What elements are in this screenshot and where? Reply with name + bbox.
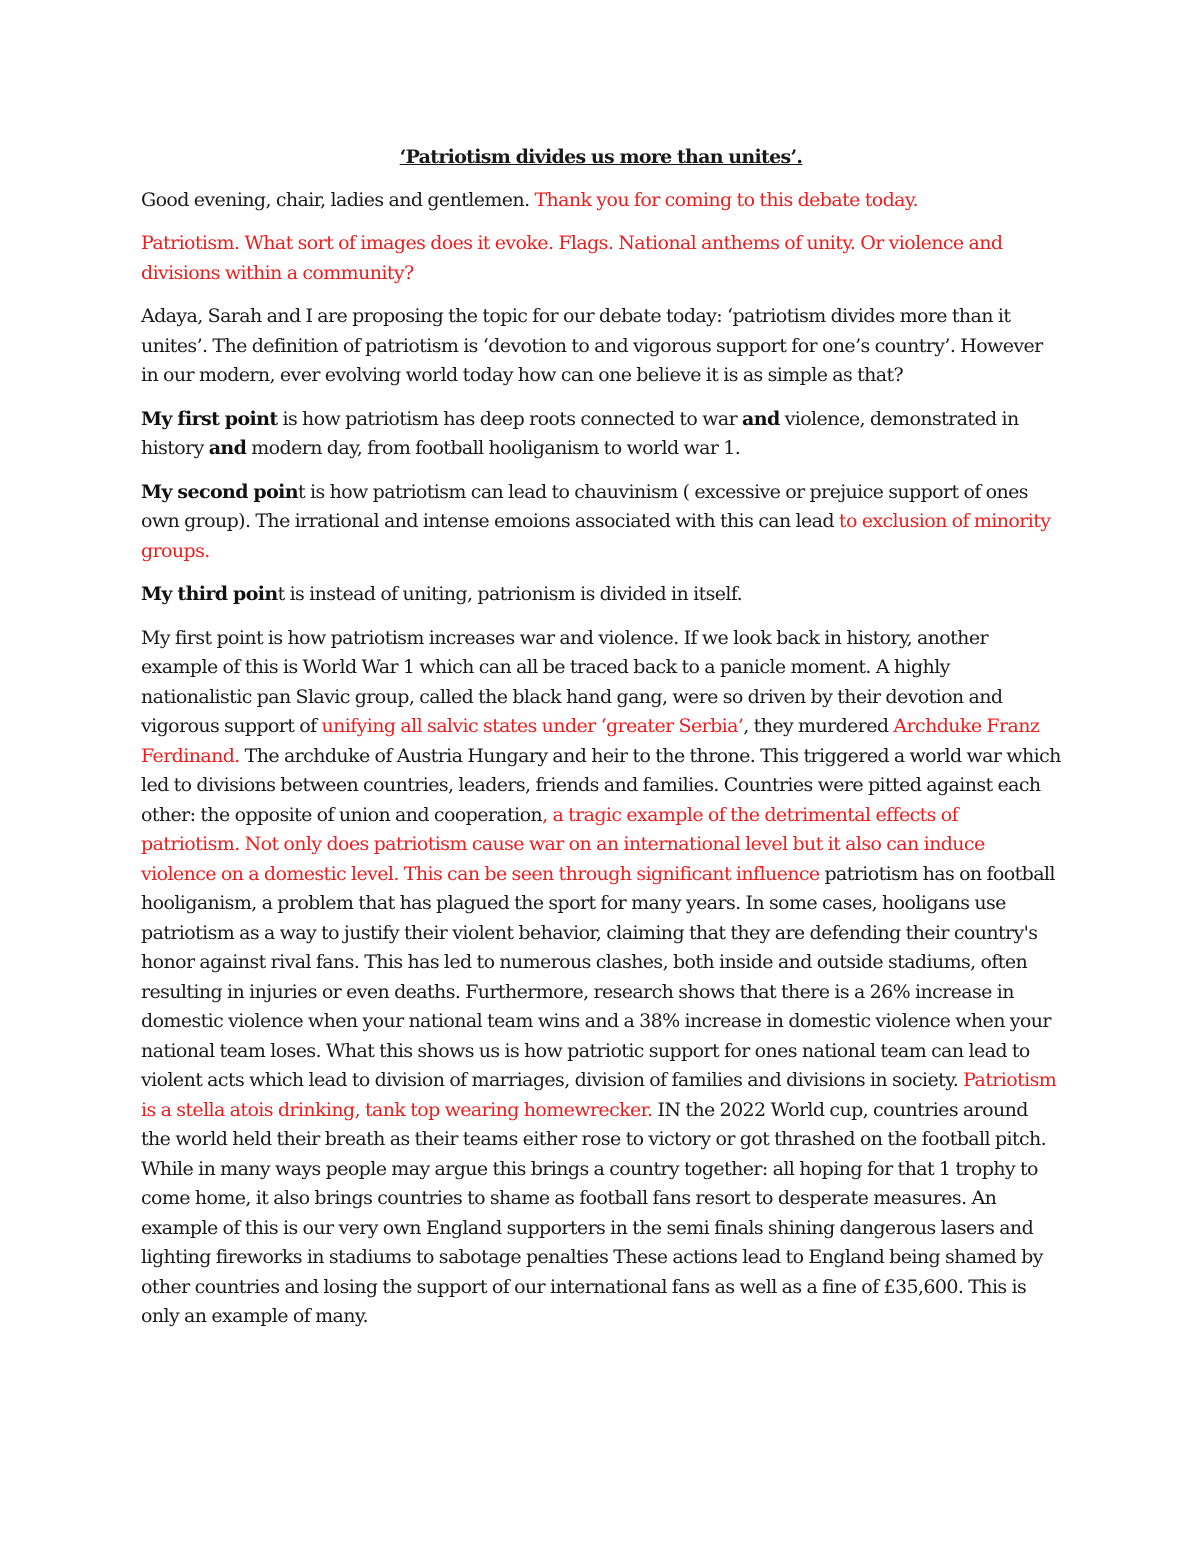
point-one-label: My first point bbox=[141, 407, 278, 430]
body-highlight-2: Archduke Franz Ferdinand. bbox=[141, 715, 1040, 767]
intro-thanks: Thank you for coming to this debate today. bbox=[534, 188, 918, 211]
document-title: ‘Patriotism divides us more than unites’. bbox=[399, 146, 803, 168]
point-two-highlight: to exclusion of minority groups. bbox=[141, 510, 1051, 562]
body-highlight-1: unifying all salvic states under ‘greater Serbia’ bbox=[321, 715, 744, 737]
point-two-label: My second poin bbox=[141, 480, 299, 503]
intro-greeting: Good evening, chair, ladies and gentlemen. bbox=[141, 188, 535, 211]
point-two-paragraph bbox=[141, 478, 1061, 567]
body-paragraph bbox=[141, 624, 1061, 1332]
body-text-4: patriotism has on football hooliganism, a problem that has plagued the sport for many years. In some cases, hooligans use patriotism as a way to justify their violent behavior, claiming that they are defending their country's honor against rival fans. This has led to numerous clashes, both inside and outside stadiums, often resulting in injuries or even deaths. Furthermore, research shows that there is a 26% increase in domestic violence when your national team wins and a 38% increase in domestic violence when your national team loses. What this shows us is how patriotic support for ones national team can lead to violent acts which lead to division of marriages, division of families and divisions in society. bbox=[141, 862, 1055, 1091]
intro-paragraph bbox=[141, 186, 1061, 216]
body-text-5: IN the 2022 World cup, countries around the world held their breath as their teams either rose to victory or got thrashed on the football pitch. While in many ways people may argue this brings a country together: all hoping for that 1 trophy to come home, it also brings countries to shame as football fans resort to desperate measures. An example of this is our very own England supporters in the semi finals shining dangerous lasers and lighting fireworks in stadiums to sabotage penalties These actions lead to England being shamed by other countries and losing the support of our international fans as well as a fine of £35,600. This is only an example of many. bbox=[141, 1098, 1047, 1327]
proposal-paragraph: Adaya, Sarah and I are proposing the topic for our debate today: ‘patriotism divides more than it unites’. The definition of patriotism is ‘devotion to and vigorous support for one’s country’. However in our modern, ever evolving world today how can one believe it is as simple as that? bbox=[141, 305, 1043, 386]
point-three-text: t is instead of uniting, patrionism is divided in itself. bbox=[277, 583, 743, 605]
body-text-3: The archduke of Austria Hungary and heir to the throne. This triggered a world war which led to divisions between countries, leaders, friends and families. Countries were pitted against each other: the opposite of union and cooperation bbox=[141, 744, 1061, 826]
body-text-1: My first point is how patriotism increases war and violence. If we look back in history, another example of this is World War 1 which can all be traced back to a panicle moment. A highly nationalistic pan Slavic group, called the black hand gang, were so driven by their devotion and vigorous support of bbox=[141, 626, 1003, 737]
hook-paragraph: Patriotism. What sort of images does it evoke. Flags. National anthems of unity. Or violence and divisions within a community? bbox=[141, 232, 1003, 284]
body-highlight-4: Patriotism is a stella atois drinking, tank top wearing homewrecker. bbox=[141, 1069, 1057, 1121]
body-text-2: , they murdered bbox=[743, 715, 894, 737]
point-one-text-c: modern day, from football hooliganism to world war 1. bbox=[246, 437, 741, 459]
document-content bbox=[141, 143, 1061, 1346]
point-one-paragraph bbox=[141, 405, 1061, 464]
point-three-label: My third poin bbox=[141, 583, 278, 605]
point-three-paragraph bbox=[141, 580, 1061, 610]
point-two-text: t is how patriotism can lead to chauvinism ( excessive or prejuice support of ones own group). The irrational and intense emoions associated with this can lead bbox=[141, 480, 1028, 532]
body-highlight-3: , a tragic example of the detrimental effects of patriotism. Not only does patriotism cause war on an international level but it also can induce violence on a domestic level. This can be seen through significant influence bbox=[141, 803, 985, 885]
point-one-text-a: is how patriotism has deep roots connected to war bbox=[277, 407, 743, 430]
point-one-and-1: and bbox=[742, 407, 780, 430]
point-one-text-b: violence, demonstrated in history bbox=[141, 407, 1019, 459]
point-one-and-2: and bbox=[208, 437, 247, 459]
